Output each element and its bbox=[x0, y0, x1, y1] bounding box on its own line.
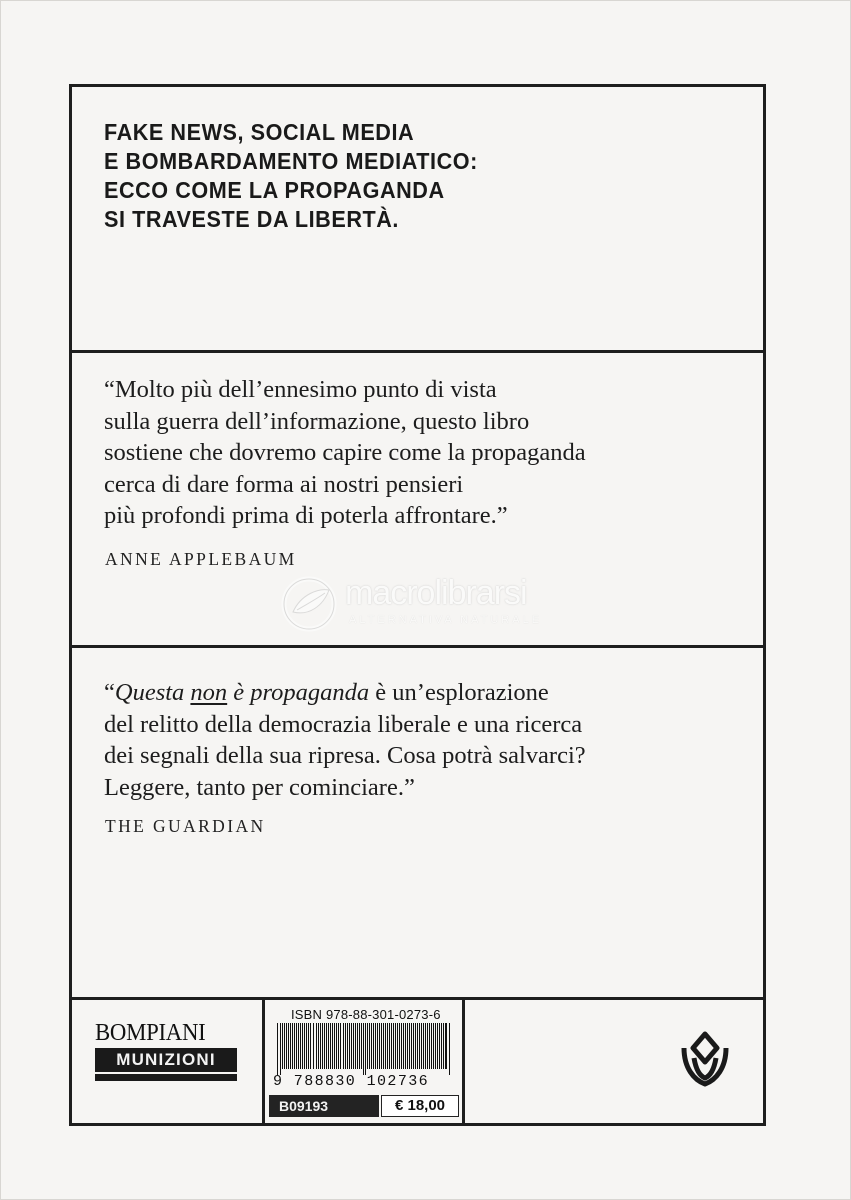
barcode-bar bbox=[298, 1023, 299, 1069]
barcode-bar bbox=[423, 1023, 424, 1069]
lotus-emblem-icon bbox=[672, 1028, 738, 1090]
barcode-bar bbox=[310, 1023, 311, 1069]
barcode-bar bbox=[332, 1023, 333, 1069]
barcode-bar bbox=[334, 1023, 335, 1069]
barcode-bar bbox=[357, 1023, 358, 1069]
product-code: B09193 bbox=[269, 1095, 379, 1117]
barcode-bar bbox=[286, 1023, 287, 1069]
barcode-bar bbox=[306, 1023, 307, 1069]
watermark bbox=[279, 574, 579, 634]
quote-line: dei segnali della sua ripresa. Cosa potrà salvarci? bbox=[104, 742, 586, 769]
review-quote-guardian bbox=[104, 677, 586, 803]
barcode-digits: 9 788830 102736 bbox=[273, 1073, 430, 1090]
quote-line: del relitto della democrazia liberale e una ricerca bbox=[104, 710, 583, 738]
barcode-bar bbox=[413, 1023, 414, 1069]
leaf-icon bbox=[279, 576, 339, 632]
barcode-bar bbox=[340, 1023, 341, 1069]
barcode-bar bbox=[326, 1023, 327, 1069]
barcode-bar bbox=[277, 1023, 278, 1075]
barcode-bar bbox=[395, 1023, 396, 1069]
barcode-bar bbox=[407, 1023, 408, 1069]
barcode-bar bbox=[445, 1023, 447, 1069]
barcode-bar bbox=[361, 1023, 362, 1069]
divider-1 bbox=[69, 350, 766, 353]
barcode-bar bbox=[322, 1023, 323, 1069]
barcode-bar bbox=[439, 1023, 440, 1069]
barcode-bar bbox=[433, 1023, 434, 1069]
publisher-logo bbox=[95, 1020, 240, 1081]
barcode-bar bbox=[405, 1023, 406, 1069]
quote-line: Leggere, tanto per cominciare.” bbox=[104, 773, 415, 801]
barcode-bar bbox=[387, 1023, 388, 1069]
barcode-bar bbox=[359, 1023, 360, 1069]
barcode-bar bbox=[330, 1023, 331, 1069]
barcode-bar bbox=[284, 1023, 285, 1069]
barcode-bar bbox=[421, 1023, 422, 1069]
price-row bbox=[269, 1095, 459, 1119]
barcode-bar bbox=[401, 1023, 402, 1069]
barcode-bar bbox=[431, 1023, 432, 1069]
barcode-bar bbox=[381, 1023, 382, 1069]
barcode-bar bbox=[294, 1023, 295, 1069]
barcode-bar bbox=[435, 1023, 436, 1069]
barcode-bar bbox=[304, 1023, 305, 1069]
barcode-bar bbox=[353, 1023, 354, 1069]
barcode-bar bbox=[300, 1023, 301, 1069]
barcode-bar bbox=[399, 1023, 400, 1069]
barcode-bar bbox=[415, 1023, 416, 1069]
divider-2 bbox=[69, 645, 766, 648]
quote-attribution: THE GUARDIAN bbox=[105, 816, 266, 836]
barcode-bar bbox=[320, 1023, 321, 1069]
barcode-bar bbox=[385, 1023, 386, 1069]
barcode-bar bbox=[363, 1023, 364, 1075]
barcode-bar bbox=[290, 1023, 291, 1069]
quote-line: più profondi prima di poterla affrontare.” bbox=[104, 502, 508, 529]
barcode-bar bbox=[377, 1023, 378, 1069]
barcode-bar bbox=[437, 1023, 438, 1069]
quote-line: sostiene che dovremo capire come la propaganda bbox=[104, 439, 586, 466]
barcode-bar bbox=[365, 1023, 366, 1075]
barcode-bar bbox=[338, 1023, 339, 1069]
barcode-bar bbox=[355, 1023, 356, 1069]
barcode-bar bbox=[425, 1023, 426, 1069]
barcode-bar bbox=[336, 1023, 337, 1069]
barcode-bar bbox=[429, 1023, 430, 1069]
barcode-bar bbox=[324, 1023, 325, 1069]
barcode-bar bbox=[369, 1023, 370, 1069]
barcode-bar bbox=[427, 1023, 428, 1069]
barcode-bar bbox=[345, 1023, 346, 1069]
headline-line: FAKE NEWS, SOCIAL MEDIA bbox=[104, 119, 415, 145]
barcode-bar bbox=[288, 1023, 289, 1069]
barcode-bar bbox=[296, 1023, 297, 1069]
barcode-bar bbox=[383, 1023, 384, 1069]
barcode-block bbox=[269, 1003, 459, 1119]
barcode-bar bbox=[379, 1023, 380, 1069]
barcode-bar bbox=[417, 1023, 418, 1069]
quote-attribution: ANNE APPLEBAUM bbox=[105, 549, 297, 569]
isbn-label: ISBN 978-88-301-0273-6 bbox=[291, 1007, 441, 1022]
barcode-bar bbox=[343, 1023, 344, 1069]
barcode-bar bbox=[282, 1023, 283, 1069]
quote-line: sulla guerra dell’informazione, questo libro bbox=[104, 407, 530, 435]
barcode-bar bbox=[391, 1023, 392, 1069]
watermark-brand: macrolibrarsi bbox=[345, 574, 527, 612]
headline bbox=[104, 118, 478, 234]
open-quote: “ bbox=[104, 679, 115, 706]
barcode-bar bbox=[371, 1023, 372, 1069]
barcode-bar bbox=[316, 1023, 317, 1069]
barcode-bar bbox=[351, 1023, 352, 1069]
barcode-bar bbox=[375, 1023, 376, 1069]
headline-line: SI TRAVESTE DA LIBERTÀ. bbox=[104, 206, 399, 232]
headline-line: E BOMBARDAMENTO MEDIATICO: bbox=[104, 148, 478, 174]
barcode-bar bbox=[328, 1023, 329, 1069]
bottom-divider-left bbox=[262, 997, 265, 1126]
barcode-bar bbox=[403, 1023, 404, 1069]
quote-text: è un’esplorazione bbox=[369, 679, 549, 706]
barcode-bar bbox=[373, 1023, 374, 1069]
barcode-bar bbox=[292, 1023, 293, 1069]
barcode-bar bbox=[347, 1023, 348, 1069]
review-quote-applebaum bbox=[104, 374, 586, 532]
barcode-bar bbox=[302, 1023, 303, 1069]
book-title-emphasis: non bbox=[190, 679, 228, 706]
barcode-bar bbox=[280, 1023, 281, 1075]
bottom-divider-right bbox=[462, 997, 465, 1126]
logo-underbar bbox=[95, 1074, 237, 1081]
quote-line: “Molto più dell’ennesimo punto di vista bbox=[104, 376, 497, 403]
barcode-bar bbox=[419, 1023, 420, 1069]
price: € 18,00 bbox=[381, 1095, 459, 1117]
publisher-name: BOMPIANI bbox=[95, 1019, 206, 1046]
quote-line-first bbox=[104, 677, 586, 709]
barcode-bar bbox=[397, 1023, 398, 1069]
barcode-bar bbox=[367, 1023, 368, 1069]
barcode-bar bbox=[389, 1023, 390, 1069]
barcode-bar bbox=[308, 1023, 309, 1069]
barcode-bar bbox=[411, 1023, 412, 1069]
barcode bbox=[277, 1023, 453, 1075]
barcode-bar bbox=[409, 1023, 410, 1069]
quote-line: cerca di dare forma ai nostri pensieri bbox=[104, 470, 464, 498]
book-title-part: Questa bbox=[114, 679, 191, 706]
book-title-part: è propaganda bbox=[227, 679, 370, 706]
watermark-tagline: ALTERNATIVA NATURALE bbox=[349, 614, 543, 626]
barcode-bar bbox=[449, 1023, 450, 1075]
barcode-bar bbox=[318, 1023, 319, 1069]
series-name: MUNIZIONI bbox=[95, 1048, 237, 1072]
headline-line: ECCO COME LA PROPAGANDA bbox=[104, 177, 445, 203]
barcode-bar bbox=[313, 1023, 314, 1069]
barcode-bar bbox=[441, 1023, 442, 1069]
barcode-bar bbox=[393, 1023, 394, 1069]
barcode-bar bbox=[349, 1023, 350, 1069]
barcode-bar bbox=[443, 1023, 444, 1069]
